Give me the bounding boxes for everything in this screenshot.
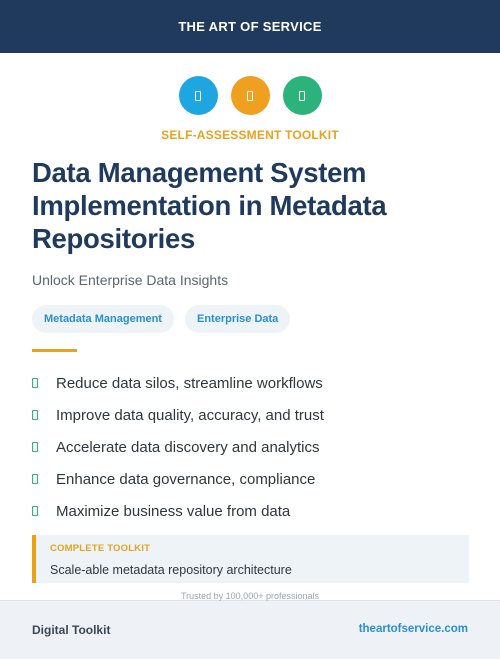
- green-badge-icon: [283, 76, 322, 115]
- check-icon: [32, 506, 38, 516]
- placeholder-glyph-icon: [195, 91, 201, 101]
- placeholder-glyph-icon: [247, 91, 253, 101]
- header-bar: [0, 0, 500, 53]
- benefit-item: [32, 367, 472, 399]
- benefit-text: Accelerate data discovery and analytics: [56, 438, 320, 456]
- check-icon: [32, 378, 38, 388]
- check-icon: [32, 442, 38, 452]
- check-icon: [32, 474, 38, 484]
- benefit-item: [32, 431, 472, 463]
- benefit-text: Maximize business value from data: [56, 502, 291, 520]
- brand-name: THE ART OF SERVICE: [178, 19, 322, 34]
- blue-badge-icon: [179, 76, 218, 115]
- orange-badge-icon: [231, 76, 270, 115]
- icon-row: [0, 76, 500, 115]
- footer-product-type: Digital Toolkit: [32, 623, 111, 637]
- toolkit-kicker: SELF-ASSESSMENT TOOLKIT: [161, 128, 339, 142]
- tag-metadata-management: Metadata Management: [32, 305, 174, 333]
- benefit-item: [32, 495, 472, 527]
- footer-website-link[interactable]: theartofservice.com: [358, 623, 468, 635]
- trusted-note: Trusted by 100,000+ professionals: [180, 591, 319, 601]
- callout-label: COMPLETE TOOLKIT: [50, 543, 151, 554]
- callout-text: Scale-able metadata repository architecture: [50, 563, 292, 577]
- accent-divider: [32, 349, 77, 352]
- page-subtitle: Unlock Enterprise Data Insights: [32, 272, 229, 288]
- tag-enterprise-data: Enterprise Data: [185, 305, 290, 333]
- tag-list: [32, 305, 290, 333]
- benefit-text: Enhance data governance, compliance: [56, 470, 316, 488]
- check-icon: [32, 410, 38, 420]
- benefit-item: [32, 399, 472, 431]
- placeholder-glyph-icon: [299, 91, 305, 101]
- complete-toolkit-callout: [32, 535, 469, 583]
- benefit-text: Improve data quality, accuracy, and trust: [56, 406, 324, 424]
- benefit-text: Reduce data silos, streamline workflows: [56, 374, 323, 392]
- benefit-item: [32, 463, 472, 495]
- page-title: Data Management System Implementation in Metadata Repositories: [32, 157, 387, 254]
- footer-bar: [0, 600, 500, 659]
- benefit-list: [32, 367, 472, 527]
